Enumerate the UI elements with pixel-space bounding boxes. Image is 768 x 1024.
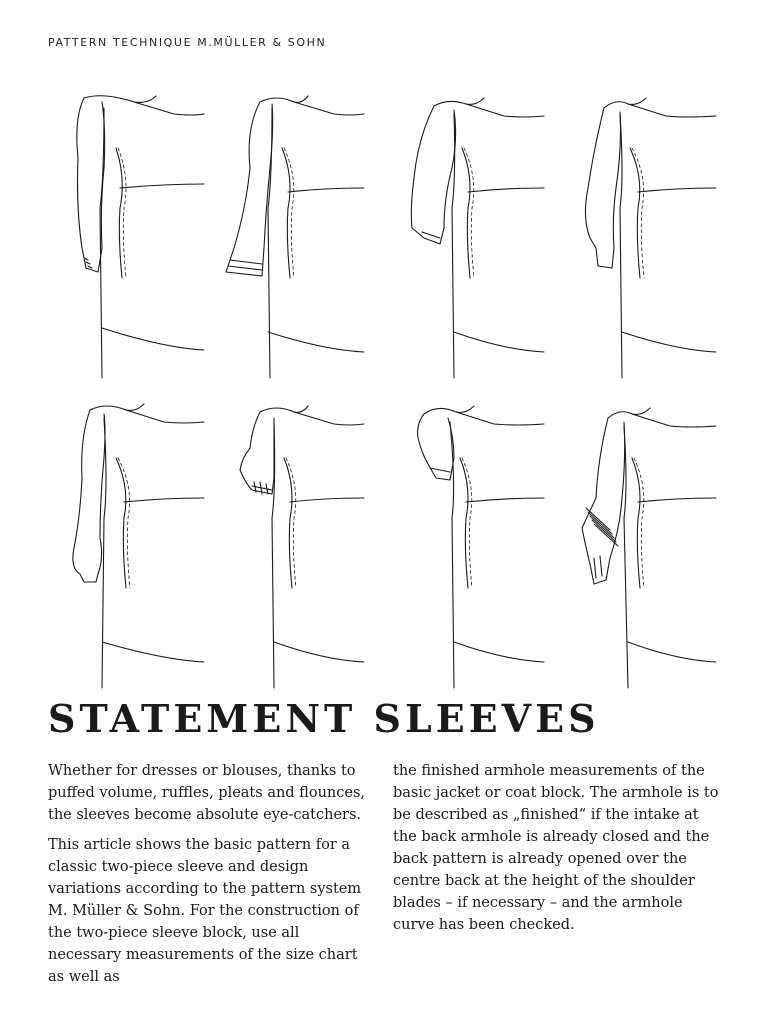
running-header: PATTERN TECHNIQUE M.MÜLLER & SOHN — [48, 36, 327, 49]
sleeve-sketch-bishop — [64, 398, 204, 688]
sleeve-sketch-pleated-flounce — [576, 398, 716, 688]
body-paragraph: This article shows the basic pattern for a classic two-piece sleeve and design variations according to the pattern system M. Müller & Sohn. For the construction of the two-piece sleeve block, use all necessary measurements of the size chart as well as — [48, 837, 362, 985]
sleeve-sketch-fitted-cuff — [64, 88, 204, 378]
sleeve-sketch-puffed-gathered — [576, 88, 716, 378]
sleeve-sketch-three-quarter-puff — [404, 88, 544, 378]
sleeve-sketch-wide-cuff — [224, 88, 364, 378]
article-title: STATEMENT SLEEVES — [48, 696, 600, 741]
text-column-right — [393, 760, 723, 944]
sleeve-sketch-short-puff-band — [224, 398, 364, 688]
body-paragraph-continued: the finished armhole measurements of the basic jacket or coat block. The armhole is to be described as „finished“ if the intake at the back armhole is already closed and the back pattern is already opened over the centre back at the height of the shoulder blades – if necessary – and the armhole curve has been checked. — [393, 763, 719, 933]
sleeve-sketch-cap-puff — [404, 398, 544, 688]
intro-paragraph: Whether for dresses or blouses, thanks to puffed volume, ruffles, pleats and flounces, the sleeves become absolute eye-catchers. — [48, 763, 366, 823]
text-column-left — [48, 760, 374, 996]
